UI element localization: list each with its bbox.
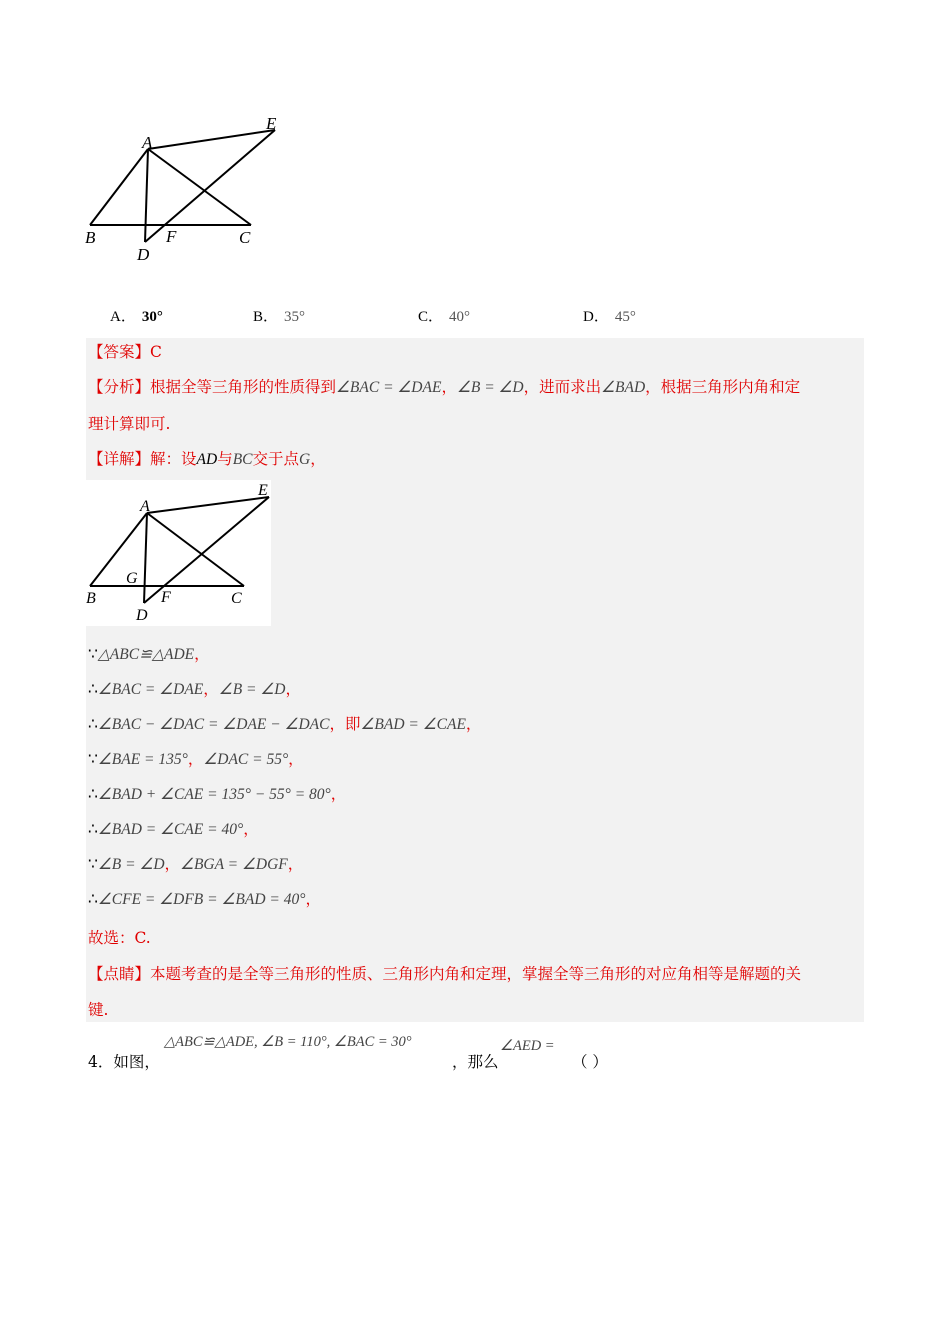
analysis-line-1: [88, 377, 800, 398]
segment-AC: [147, 513, 244, 586]
step-punct: ，即: [329, 715, 361, 733]
detail-text: ，: [310, 450, 326, 468]
step-symbol: ∵: [88, 645, 98, 663]
step-1: [88, 644, 210, 665]
question-4-math: △ABC≌△ADE, ∠B = 110°, ∠BAC = 30°: [164, 1034, 412, 1050]
step-symbol: ∵: [88, 750, 98, 768]
step-math: ∠BAD + ∠CAE = 135° − 55° = 80°: [97, 786, 331, 803]
label-E: E: [266, 114, 277, 133]
question-4-prefix: 4．如图，: [88, 1053, 160, 1071]
step-punct: ，: [287, 855, 304, 873]
option-a-value: 30°: [141, 309, 163, 325]
option-a-label: A．: [110, 309, 136, 325]
comment-text: 本题考查的是全等三角形的性质、三角形内角和定理，掌握全等三角形的对应角相等是解题的关: [150, 965, 802, 983]
label-B: B: [86, 590, 96, 607]
label-D: D: [137, 245, 150, 264]
geometry-figure-2: [86, 480, 271, 626]
label-C: C: [231, 590, 242, 607]
step-7: [88, 854, 303, 875]
segment-AD: [144, 513, 147, 603]
step-math: ∠BAD = ∠CAE: [360, 716, 466, 733]
conclusion-line: 故选：C.: [88, 929, 151, 947]
comment-line-1: [88, 964, 801, 984]
label-F: F: [166, 227, 177, 246]
step-punct: ，: [288, 750, 304, 768]
question-4-blank: （ ）: [572, 1053, 608, 1071]
question-4-math-2: ∠AED =: [500, 1038, 555, 1054]
step-3: [88, 714, 481, 735]
step-punct: ，: [285, 680, 301, 698]
option-d-value: 45°: [614, 309, 636, 325]
detail-text: 与: [217, 450, 233, 468]
analysis-text: 理计算即可.: [88, 415, 171, 433]
detail-math: BC: [232, 451, 253, 468]
step-punct: ，: [203, 680, 219, 698]
analysis-tag: 【分析】: [88, 378, 151, 396]
step-math: ∠BAD = ∠CAE = 40°: [97, 821, 244, 838]
step-math: ∠BGA = ∠DGF: [180, 856, 288, 873]
option-c[interactable]: [418, 305, 470, 326]
step-6: [88, 819, 259, 840]
step-punct: ，: [330, 785, 347, 803]
step-5: [88, 784, 346, 805]
step-math: ∠B = ∠D: [97, 856, 165, 873]
detail-math: AD: [196, 451, 218, 468]
step-punct: ，: [164, 855, 181, 873]
step-punct: ，: [243, 820, 259, 838]
segment-DE: [144, 497, 269, 603]
step-8: [88, 889, 321, 910]
solution-panel: [86, 338, 864, 1022]
detail-text: 解：设: [150, 450, 197, 468]
step-symbol: ∴: [88, 680, 98, 698]
option-d-label: D．: [583, 309, 609, 325]
analysis-text: 根据全等三角形的性质得到: [150, 378, 337, 396]
analysis-math: ∠B = ∠D: [456, 379, 524, 396]
label-C: C: [239, 228, 251, 247]
segment-AC: [148, 149, 251, 225]
option-b-value: 35°: [284, 309, 306, 325]
step-2: [88, 679, 301, 700]
answer-tag: 【答案】: [88, 343, 151, 361]
detail-tag: 【详解】: [88, 450, 151, 468]
label-B: B: [85, 228, 96, 247]
detail-math: G: [299, 451, 311, 468]
option-d[interactable]: [583, 305, 636, 326]
analysis-math: ∠BAC = ∠DAE: [336, 379, 442, 396]
step-punct: ，: [194, 645, 210, 663]
analysis-math: ∠BAD: [601, 379, 646, 396]
step-symbol: ∴: [88, 820, 98, 838]
analysis-text: ，: [441, 378, 457, 396]
label-F: F: [161, 589, 171, 606]
step-math: ∠BAC = ∠DAE: [97, 681, 204, 698]
step-4: [88, 749, 304, 770]
option-c-value: 40°: [449, 309, 471, 325]
step-math: ∠B = ∠D: [218, 681, 286, 698]
segment-AB: [90, 513, 147, 586]
comment-line-2: 键.: [88, 1001, 109, 1019]
step-symbol: ∵: [88, 855, 98, 873]
label-G: G: [126, 570, 138, 587]
analysis-line-2: [88, 414, 170, 434]
detail-line: [88, 449, 326, 470]
segment-AD: [145, 149, 148, 242]
label-E: E: [258, 482, 268, 499]
step-symbol: ∴: [88, 785, 98, 803]
step-punct: ，: [187, 750, 204, 768]
answer-value: C: [150, 343, 162, 361]
step-punct: ，: [305, 890, 321, 908]
label-D: D: [136, 607, 148, 624]
step-math: ∠BAE = 135°: [97, 751, 188, 768]
option-a[interactable]: [110, 305, 163, 326]
segment-AB: [90, 149, 148, 225]
step-punct: ，: [465, 715, 482, 733]
step-symbol: ∴: [88, 890, 98, 908]
analysis-text: ，根据三角形内角和定: [645, 378, 801, 396]
comment-tag: 【点睛】: [88, 965, 151, 983]
segment-AE: [147, 497, 269, 513]
step-symbol: ∴: [88, 715, 98, 733]
question-4-mid: ，那么: [452, 1053, 499, 1071]
label-A: A: [140, 498, 150, 515]
option-c-label: C．: [418, 309, 444, 325]
detail-text: 交于点: [252, 450, 300, 468]
geometry-figure-1: [82, 112, 292, 272]
label-A: A: [142, 133, 153, 152]
step-math: ∠BAC − ∠DAC = ∠DAE − ∠DAC: [97, 716, 330, 733]
step-math: ∠DAC = 55°: [203, 751, 289, 768]
analysis-text: ，进而求出: [523, 378, 602, 396]
answer-line: [88, 342, 162, 362]
step-math: △ABC≌△ADE: [97, 646, 195, 663]
option-b[interactable]: [253, 305, 305, 326]
step-math: ∠CFE = ∠DFB = ∠BAD = 40°: [97, 891, 306, 908]
option-b-label: B．: [253, 309, 279, 325]
